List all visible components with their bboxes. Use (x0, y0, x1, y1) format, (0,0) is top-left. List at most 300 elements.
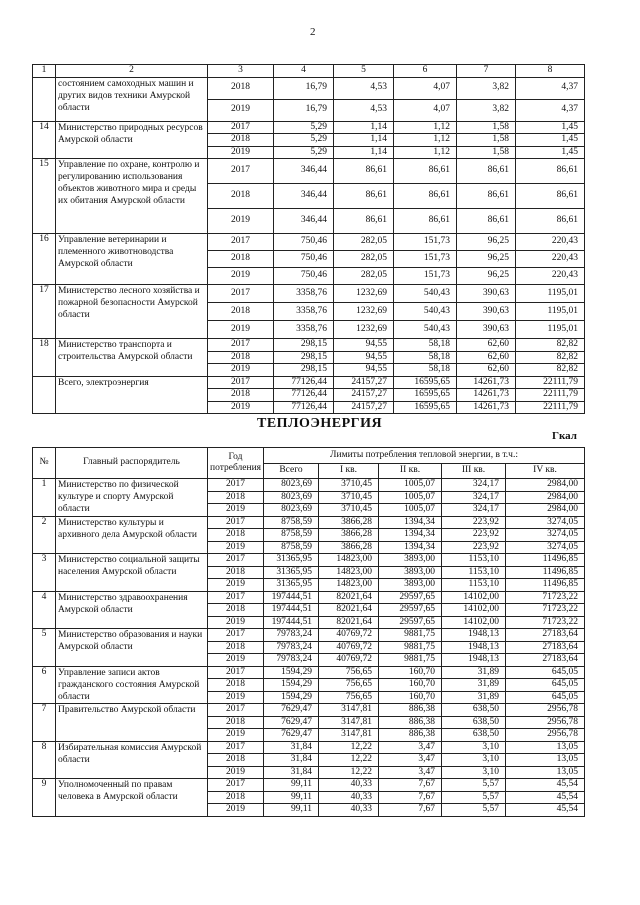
value-cell: 1005,07 (379, 491, 442, 504)
row-number: 7 (33, 704, 56, 742)
value-cell: 11496,85 (506, 566, 585, 579)
year-cell: 2017 (208, 234, 274, 251)
value-cell: 220,43 (516, 234, 585, 251)
value-cell: 8758,59 (264, 529, 319, 542)
value-cell: 1594,29 (264, 679, 319, 692)
year-cell: 2018 (208, 566, 264, 579)
value-cell: 86,61 (516, 159, 585, 184)
value-cell: 82021,64 (319, 616, 379, 629)
value-cell: 7629,47 (264, 729, 319, 742)
row-number: 16 (33, 234, 56, 285)
value-cell: 1,14 (334, 146, 394, 159)
value-cell: 24157,27 (334, 376, 394, 389)
value-cell: 1594,29 (264, 691, 319, 704)
value-cell: 3274,05 (506, 541, 585, 554)
value-cell: 86,61 (457, 184, 516, 209)
value-cell: 99,11 (264, 804, 319, 817)
value-cell: 1,58 (457, 121, 516, 134)
distributor-name: Управление записи актов гражданского состояния Амурской области (56, 666, 208, 704)
value-cell: 2984,00 (506, 491, 585, 504)
distributor-name: Министерство образования и науки Амурской области (56, 629, 208, 667)
value-cell: 29597,65 (379, 616, 442, 629)
value-cell: 220,43 (516, 268, 585, 285)
value-cell: 2984,00 (506, 479, 585, 492)
year-cell: 2017 (208, 159, 274, 184)
value-cell: 223,92 (442, 541, 506, 554)
year-cell: 2017 (208, 516, 264, 529)
value-cell: 40,33 (319, 804, 379, 817)
year-cell: 2017 (208, 666, 264, 679)
value-cell: 13,05 (506, 754, 585, 767)
col-header-year: Год потребления (208, 448, 264, 479)
distributor-name: Министерство культуры и архивного дела Амурской области (56, 516, 208, 554)
value-cell: 3,82 (457, 99, 516, 121)
year-cell: 2018 (208, 303, 274, 321)
value-cell: 2956,78 (506, 729, 585, 742)
value-cell: 298,15 (274, 351, 334, 364)
value-cell: 31,89 (442, 691, 506, 704)
year-cell: 2019 (208, 541, 264, 554)
value-cell: 886,38 (379, 716, 442, 729)
value-cell: 29597,65 (379, 591, 442, 604)
value-cell: 390,63 (457, 321, 516, 339)
value-cell: 1232,69 (334, 285, 394, 303)
col-header-distributor: Главный распорядитель (56, 448, 208, 479)
value-cell: 86,61 (394, 209, 457, 234)
value-cell: 31,89 (442, 679, 506, 692)
value-cell: 3710,45 (319, 491, 379, 504)
year-cell: 2017 (208, 554, 264, 567)
value-cell: 3893,00 (379, 579, 442, 592)
value-cell: 40769,72 (319, 641, 379, 654)
value-cell: 62,60 (457, 364, 516, 377)
value-cell: 86,61 (457, 209, 516, 234)
value-cell: 3358,76 (274, 285, 334, 303)
value-cell: 31365,95 (264, 579, 319, 592)
year-cell: 2017 (208, 629, 264, 642)
value-cell: 1394,34 (379, 529, 442, 542)
col-header-q1: I кв. (319, 463, 379, 479)
row-number: 3 (33, 554, 56, 592)
value-cell: 1594,29 (264, 666, 319, 679)
value-cell: 3358,76 (274, 321, 334, 339)
value-cell: 16,79 (274, 77, 334, 99)
table-row (33, 591, 585, 604)
year-cell: 2018 (208, 641, 264, 654)
distributor-name: Министерство здравоохранения Амурской области (56, 591, 208, 629)
value-cell: 750,46 (274, 251, 334, 268)
value-cell: 638,50 (442, 704, 506, 717)
value-cell: 8758,59 (264, 541, 319, 554)
value-cell: 1,45 (516, 121, 585, 134)
value-cell: 82,82 (516, 351, 585, 364)
value-cell: 40,33 (319, 779, 379, 792)
value-cell: 24157,27 (334, 389, 394, 402)
table-row (33, 285, 585, 303)
value-cell: 645,05 (506, 679, 585, 692)
row-number: 6 (33, 666, 56, 704)
heat-limits-table (32, 447, 585, 817)
value-cell: 5,57 (442, 779, 506, 792)
year-cell: 2019 (208, 504, 264, 517)
value-cell: 5,29 (274, 121, 334, 134)
distributor-name: Управление ветеринарии и племенного животноводства Амурской области (56, 234, 208, 285)
distributor-name: Всего, электроэнергия (56, 376, 208, 414)
value-cell: 58,18 (394, 351, 457, 364)
value-cell: 886,38 (379, 729, 442, 742)
value-cell: 58,18 (394, 364, 457, 377)
value-cell: 1,14 (334, 134, 394, 147)
value-cell: 1153,10 (442, 566, 506, 579)
row-number: 4 (33, 591, 56, 629)
value-cell: 298,15 (274, 339, 334, 352)
value-cell: 94,55 (334, 351, 394, 364)
value-cell: 77126,44 (274, 389, 334, 402)
value-cell: 1948,13 (442, 629, 506, 642)
value-cell: 99,11 (264, 779, 319, 792)
value-cell: 298,15 (274, 364, 334, 377)
year-cell: 2017 (208, 339, 274, 352)
value-cell: 160,70 (379, 679, 442, 692)
value-cell: 645,05 (506, 691, 585, 704)
year-cell: 2017 (208, 591, 264, 604)
value-cell: 14261,73 (457, 389, 516, 402)
value-cell: 3,47 (379, 754, 442, 767)
table-header-row (33, 65, 585, 78)
year-cell: 2017 (208, 376, 274, 389)
value-cell: 31,89 (442, 666, 506, 679)
value-cell: 22111,79 (516, 389, 585, 402)
value-cell: 71723,22 (506, 604, 585, 617)
value-cell: 8023,69 (264, 504, 319, 517)
value-cell: 11496,85 (506, 554, 585, 567)
value-cell: 1153,10 (442, 579, 506, 592)
value-cell: 16595,65 (394, 401, 457, 414)
value-cell: 1,58 (457, 146, 516, 159)
value-cell: 45,54 (506, 791, 585, 804)
value-cell: 7629,47 (264, 716, 319, 729)
value-cell: 12,22 (319, 741, 379, 754)
distributor-name: Министерство транспорта и строительства Амурской области (56, 339, 208, 377)
value-cell: 1232,69 (334, 303, 394, 321)
value-cell: 31,84 (264, 754, 319, 767)
year-cell: 2018 (208, 389, 274, 402)
value-cell: 220,43 (516, 251, 585, 268)
value-cell: 14102,00 (442, 604, 506, 617)
value-cell: 24157,27 (334, 401, 394, 414)
value-cell: 9881,75 (379, 629, 442, 642)
value-cell: 5,57 (442, 791, 506, 804)
value-cell: 31365,95 (264, 554, 319, 567)
value-cell: 1153,10 (442, 554, 506, 567)
col-header: 8 (516, 65, 585, 78)
value-cell: 1,45 (516, 134, 585, 147)
distributor-name: Правительство Амурской области (56, 704, 208, 742)
distributor-name: Министерство природных ресурсов Амурской области (56, 121, 208, 159)
page-number: 2 (310, 26, 316, 38)
value-cell: 86,61 (394, 159, 457, 184)
year-cell: 2018 (208, 134, 274, 147)
table-row (33, 376, 585, 389)
value-cell: 2956,78 (506, 716, 585, 729)
value-cell: 40769,72 (319, 629, 379, 642)
value-cell: 223,92 (442, 529, 506, 542)
value-cell: 14823,00 (319, 579, 379, 592)
value-cell: 3710,45 (319, 479, 379, 492)
value-cell: 3710,45 (319, 504, 379, 517)
value-cell: 14261,73 (457, 376, 516, 389)
col-header-limits: Лимиты потребления тепловой энергии, в т.ч.: (264, 448, 585, 464)
value-cell: 1,12 (394, 146, 457, 159)
year-cell: 2017 (208, 479, 264, 492)
value-cell: 77126,44 (274, 376, 334, 389)
value-cell: 96,25 (457, 234, 516, 251)
value-cell: 16,79 (274, 99, 334, 121)
value-cell: 79783,24 (264, 654, 319, 667)
value-cell: 58,18 (394, 339, 457, 352)
value-cell: 3866,28 (319, 529, 379, 542)
row-number: 15 (33, 159, 56, 234)
value-cell: 7629,47 (264, 704, 319, 717)
col-header: 4 (274, 65, 334, 78)
value-cell: 3,47 (379, 766, 442, 779)
col-header-q4: IV кв. (506, 463, 585, 479)
value-cell: 638,50 (442, 716, 506, 729)
value-cell: 390,63 (457, 303, 516, 321)
value-cell: 1195,01 (516, 285, 585, 303)
value-cell: 12,22 (319, 766, 379, 779)
row-number (33, 77, 56, 121)
value-cell: 750,46 (274, 234, 334, 251)
value-cell: 8023,69 (264, 491, 319, 504)
value-cell: 1005,07 (379, 504, 442, 517)
electricity-limits-table (32, 64, 585, 414)
year-cell: 2019 (208, 99, 274, 121)
table-row (33, 779, 585, 792)
col-header: 1 (33, 65, 56, 78)
value-cell: 14102,00 (442, 591, 506, 604)
value-cell: 1394,34 (379, 541, 442, 554)
value-cell: 40,33 (319, 791, 379, 804)
value-cell: 82,82 (516, 339, 585, 352)
value-cell: 5,57 (442, 804, 506, 817)
value-cell: 1,14 (334, 121, 394, 134)
value-cell: 4,07 (394, 99, 457, 121)
value-cell: 3,82 (457, 77, 516, 99)
year-cell: 2018 (208, 716, 264, 729)
value-cell: 7,67 (379, 779, 442, 792)
table-row (33, 159, 585, 184)
value-cell: 79783,24 (264, 629, 319, 642)
value-cell: 645,05 (506, 666, 585, 679)
value-cell: 3893,00 (379, 566, 442, 579)
value-cell: 3,10 (442, 754, 506, 767)
value-cell: 5,29 (274, 146, 334, 159)
value-cell: 4,37 (516, 99, 585, 121)
year-cell: 2018 (208, 754, 264, 767)
value-cell: 96,25 (457, 251, 516, 268)
value-cell: 9881,75 (379, 654, 442, 667)
table-row (33, 479, 585, 492)
table-row (33, 666, 585, 679)
value-cell: 3147,81 (319, 716, 379, 729)
value-cell: 12,22 (319, 754, 379, 767)
value-cell: 324,17 (442, 479, 506, 492)
value-cell: 346,44 (274, 159, 334, 184)
value-cell: 151,73 (394, 251, 457, 268)
value-cell: 86,61 (457, 159, 516, 184)
table-row (33, 554, 585, 567)
year-cell: 2019 (208, 321, 274, 339)
value-cell: 99,11 (264, 791, 319, 804)
value-cell: 31,84 (264, 741, 319, 754)
value-cell: 8023,69 (264, 479, 319, 492)
value-cell: 3866,28 (319, 516, 379, 529)
year-cell: 2019 (208, 401, 274, 414)
value-cell: 16595,65 (394, 376, 457, 389)
value-cell: 62,60 (457, 339, 516, 352)
value-cell: 14261,73 (457, 401, 516, 414)
year-cell: 2019 (208, 209, 274, 234)
row-number: 1 (33, 479, 56, 517)
value-cell: 7,67 (379, 791, 442, 804)
col-header: 6 (394, 65, 457, 78)
value-cell: 2956,78 (506, 704, 585, 717)
value-cell: 5,29 (274, 134, 334, 147)
value-cell: 756,65 (319, 679, 379, 692)
value-cell: 3,10 (442, 766, 506, 779)
col-header-num: № (33, 448, 56, 479)
value-cell: 45,54 (506, 804, 585, 817)
value-cell: 160,70 (379, 666, 442, 679)
value-cell: 96,25 (457, 268, 516, 285)
year-cell: 2018 (208, 791, 264, 804)
value-cell: 82021,64 (319, 604, 379, 617)
year-cell: 2018 (208, 77, 274, 99)
year-cell: 2019 (208, 766, 264, 779)
year-cell: 2017 (208, 779, 264, 792)
row-number (33, 376, 56, 414)
value-cell: 82021,64 (319, 591, 379, 604)
year-cell: 2019 (208, 691, 264, 704)
value-cell: 14102,00 (442, 616, 506, 629)
year-cell: 2018 (208, 351, 274, 364)
value-cell: 346,44 (274, 209, 334, 234)
distributor-name: Избирательная комиссия Амурской области (56, 741, 208, 779)
table-row (33, 339, 585, 352)
value-cell: 86,61 (334, 184, 394, 209)
value-cell: 197444,51 (264, 616, 319, 629)
value-cell: 638,50 (442, 729, 506, 742)
value-cell: 540,43 (394, 303, 457, 321)
year-cell: 2018 (208, 251, 274, 268)
value-cell: 540,43 (394, 321, 457, 339)
value-cell: 1,58 (457, 134, 516, 147)
value-cell: 1005,07 (379, 479, 442, 492)
table-row (33, 121, 585, 134)
value-cell: 4,37 (516, 77, 585, 99)
value-cell: 540,43 (394, 285, 457, 303)
value-cell: 4,07 (394, 77, 457, 99)
value-cell: 86,61 (334, 159, 394, 184)
value-cell: 1,12 (394, 121, 457, 134)
value-cell: 282,05 (334, 251, 394, 268)
value-cell: 1232,69 (334, 321, 394, 339)
value-cell: 27183,64 (506, 629, 585, 642)
value-cell: 3274,05 (506, 516, 585, 529)
value-cell: 1,12 (394, 134, 457, 147)
value-cell: 14823,00 (319, 566, 379, 579)
distributor-name: Управление по охране, контролю и регулированию использования объектов животного мира и среды их обитания Амурской области (56, 159, 208, 234)
row-number: 8 (33, 741, 56, 779)
table-row (33, 516, 585, 529)
section-title: ТЕПЛОЭНЕРГИЯ (257, 416, 383, 431)
value-cell: 1195,01 (516, 303, 585, 321)
value-cell: 3893,00 (379, 554, 442, 567)
col-header: 3 (208, 65, 274, 78)
value-cell: 756,65 (319, 666, 379, 679)
value-cell: 71723,22 (506, 616, 585, 629)
value-cell: 4,53 (334, 99, 394, 121)
value-cell: 27183,64 (506, 654, 585, 667)
row-number: 2 (33, 516, 56, 554)
year-cell: 2017 (208, 741, 264, 754)
year-cell: 2018 (208, 491, 264, 504)
year-cell: 2019 (208, 729, 264, 742)
value-cell: 3358,76 (274, 303, 334, 321)
value-cell: 1948,13 (442, 654, 506, 667)
row-number: 5 (33, 629, 56, 667)
table-row (33, 741, 585, 754)
year-cell: 2019 (208, 146, 274, 159)
row-number: 14 (33, 121, 56, 159)
distributor-name: состоянием самоходных машин и других видов техники Амурской области (56, 77, 208, 121)
value-cell: 223,92 (442, 516, 506, 529)
value-cell: 14823,00 (319, 554, 379, 567)
value-cell: 77126,44 (274, 401, 334, 414)
value-cell: 151,73 (394, 234, 457, 251)
value-cell: 71723,22 (506, 591, 585, 604)
value-cell: 324,17 (442, 504, 506, 517)
year-cell: 2017 (208, 121, 274, 134)
distributor-name: Министерство социальной защиты населения Амурской области (56, 554, 208, 592)
col-header: 7 (457, 65, 516, 78)
value-cell: 886,38 (379, 704, 442, 717)
value-cell: 27183,64 (506, 641, 585, 654)
value-cell: 86,61 (516, 184, 585, 209)
value-cell: 3,10 (442, 741, 506, 754)
year-cell: 2019 (208, 579, 264, 592)
value-cell: 8758,59 (264, 516, 319, 529)
distributor-name: Министерство лесного хозяйства и пожарной безопасности Амурской области (56, 285, 208, 339)
value-cell: 11496,85 (506, 579, 585, 592)
col-header-q3: III кв. (442, 463, 506, 479)
year-cell: 2019 (208, 804, 264, 817)
value-cell: 7,67 (379, 804, 442, 817)
value-cell: 13,05 (506, 766, 585, 779)
value-cell: 86,61 (516, 209, 585, 234)
value-cell: 3147,81 (319, 704, 379, 717)
value-cell: 1948,13 (442, 641, 506, 654)
year-cell: 2019 (208, 364, 274, 377)
table-row (33, 629, 585, 642)
value-cell: 3866,28 (319, 541, 379, 554)
value-cell: 13,05 (506, 741, 585, 754)
row-number: 17 (33, 285, 56, 339)
value-cell: 29597,65 (379, 604, 442, 617)
value-cell: 3274,05 (506, 529, 585, 542)
value-cell: 94,55 (334, 364, 394, 377)
